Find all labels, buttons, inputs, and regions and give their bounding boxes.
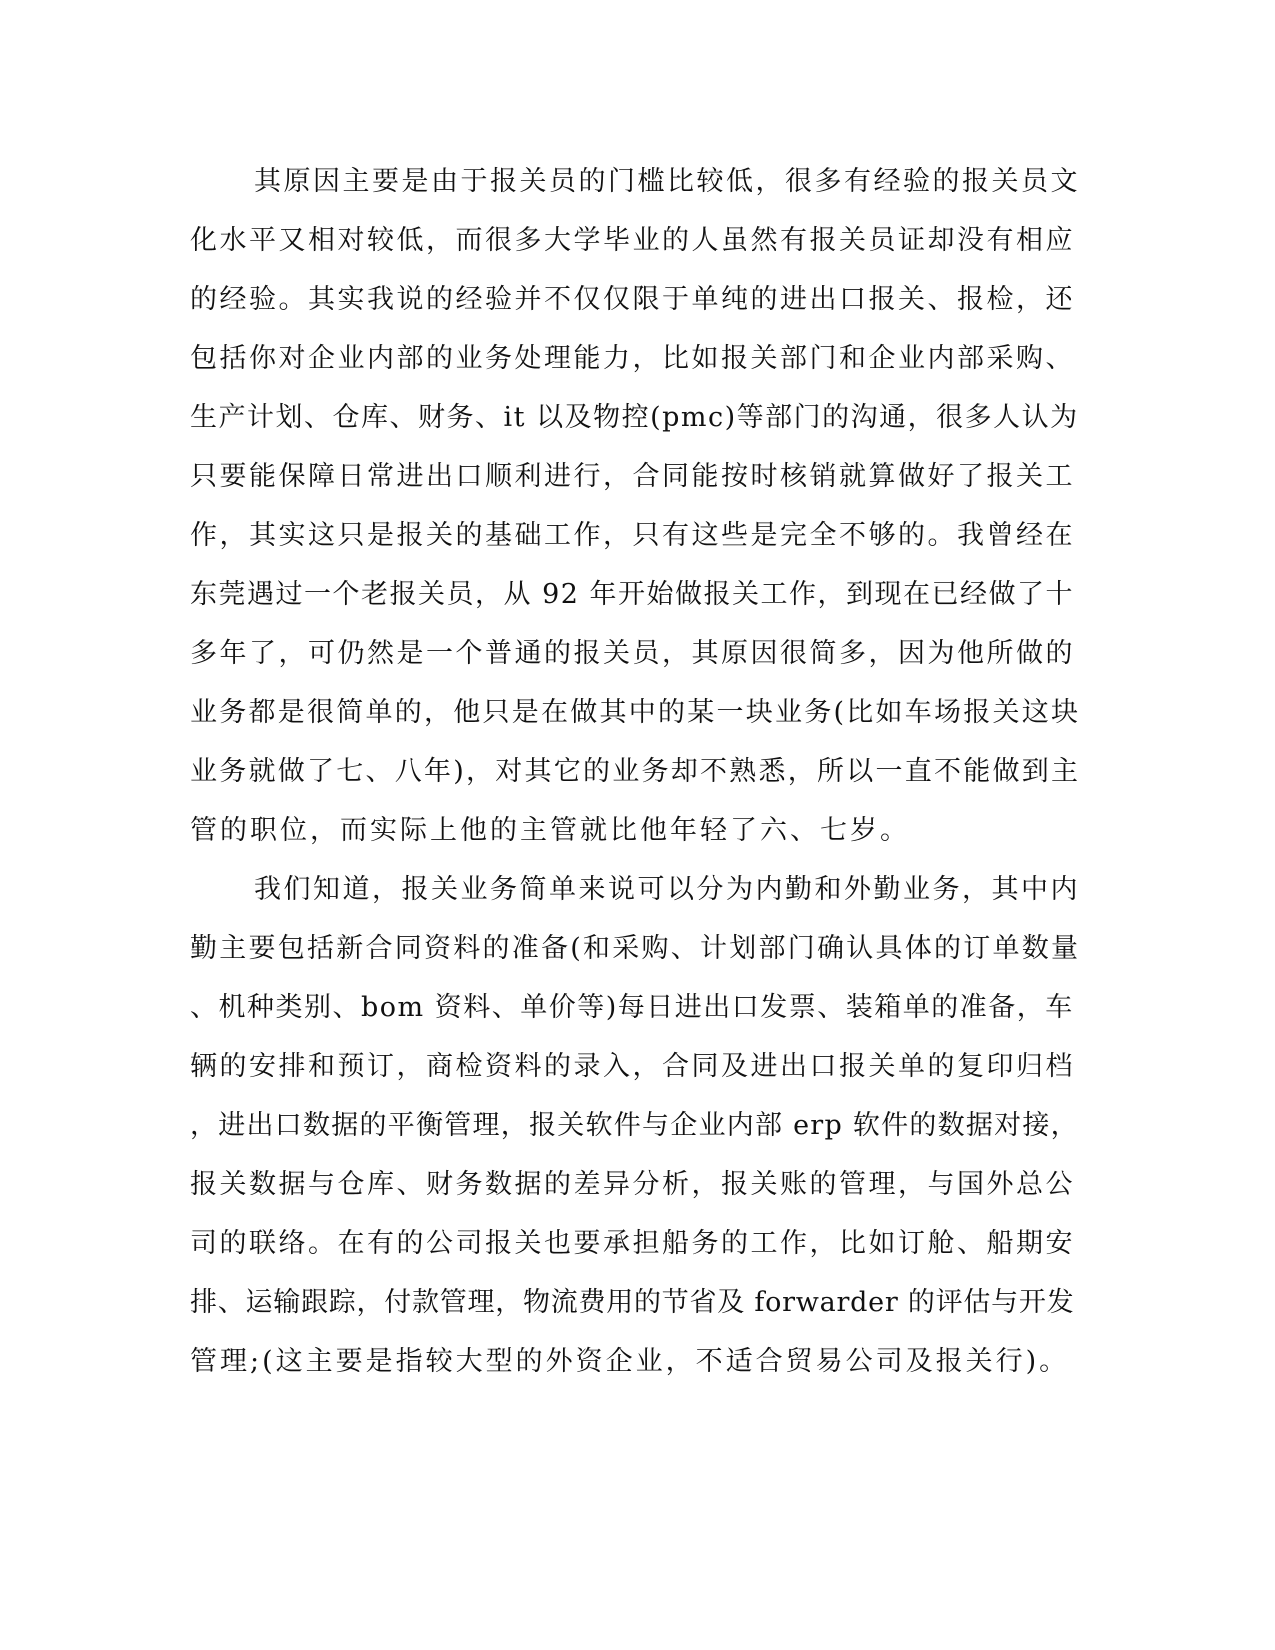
paragraph-2-line-4: 辆的安排和预订，商检资料的录入，合同及进出口报关单的复印归档 (190, 1051, 1075, 1082)
paragraph-2-line-7: 司的联络。在有的公司报关也要承担船务的工作，比如订舱、船期安 (190, 1228, 1075, 1259)
paragraph-1-line-9: 多年了，可仍然是一个普通的报关员，其原因很简多，因为他所做的 (190, 638, 1075, 669)
paragraph-2-line-2: 勤主要包括新合同资料的准备(和采购、计划部门确认具体的订单数量 (190, 933, 1081, 964)
paragraph-1-line-10: 业务都是很简单的，他只是在做其中的某一块业务(比如车场报关这块 (190, 697, 1081, 728)
paragraph-1-line-5: 生产计划、仓库、财务、it 以及物控(pmc)等部门的沟通，很多人认为 (190, 402, 1079, 433)
paragraph-1-line-8: 东莞遇过一个老报关员，从 92 年开始做报关工作，到现在已经做了十 (190, 579, 1075, 610)
paragraph-1-line-1: 其原因主要是由于报关员的门槛比较低，很多有经验的报关员文 (254, 166, 1080, 197)
paragraph-1-line-7: 作，其实这只是报关的基础工作，只有这些是完全不够的。我曾经在 (190, 520, 1075, 551)
paragraph-2-line-3: 、机种类别、bom 资料、单价等)每日进出口发票、装箱单的准备，车 (190, 992, 1074, 1023)
paragraph-2-line-5: ，进出口数据的平衡管理，报关软件与企业内部 erp 软件的数据对接， (190, 1110, 1079, 1141)
paragraph-1-line-12: 管的职位，而实际上他的主管就比他年轻了六、七岁。 (190, 815, 910, 846)
paragraph-2-line-8: 排、运输跟踪，付款管理，物流费用的节省及 forwarder 的评估与开发 (190, 1287, 1075, 1318)
paragraph-1-line-2: 化水平又相对较低，而很多大学毕业的人虽然有报关员证却没有相应 (190, 225, 1075, 256)
paragraph-1-line-11: 业务就做了七、八年)，对其它的业务却不熟悉，所以一直不能做到主 (190, 756, 1081, 787)
paragraph-2-line-9: 管理;(这主要是指较大型的外资企业，不适合贸易公司及报关行)。 (190, 1346, 1070, 1377)
paragraph-1-line-4: 包括你对企业内部的业务处理能力，比如报关部门和企业内部采购、 (190, 343, 1075, 374)
paragraph-2-line-1: 我们知道，报关业务简单来说可以分为内勤和外勤业务，其中内 (254, 874, 1080, 905)
paragraph-2-line-6: 报关数据与仓库、财务数据的差异分析，报关账的管理，与国外总公 (190, 1169, 1075, 1200)
paragraph-1-line-6: 只要能保障日常进出口顺利进行，合同能按时核销就算做好了报关工 (190, 461, 1075, 492)
paragraph-1-line-3: 的经验。其实我说的经验并不仅仅限于单纯的进出口报关、报检，还 (190, 284, 1075, 315)
